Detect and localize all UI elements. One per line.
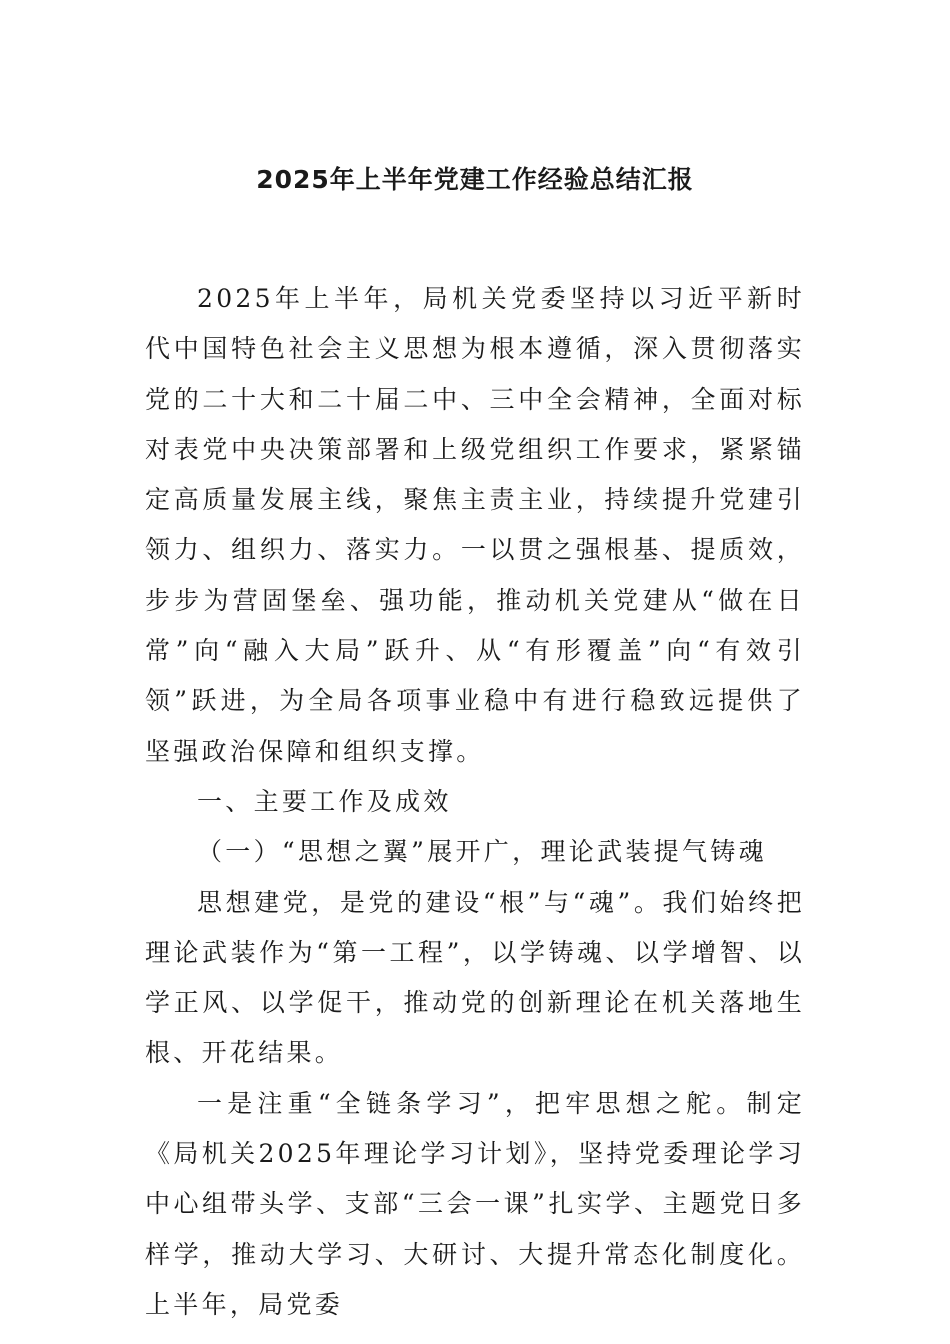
section-heading-main-work: 一、主要工作及成效: [197, 786, 452, 816]
subsection-heading-thought: （一）“思想之翼”展开广，理论武装提气铸魂: [197, 837, 767, 867]
thought-paragraph: 思想建党，是党的建设“根”与“魂”。我们始终把理论武装作为“第一工程”，以学铸魂、以学增智、以学正风、以学促干，推动党的创新理论在机关落地生根、开花结果。: [145, 887, 805, 1068]
document-body: [145, 274, 805, 1330]
study-paragraph: 一是注重“全链条学习”，把牢思想之舵。制定《局机关2025年理论学习计划》，坚持党委理论学习中心组带头学、支部“三会一课”扎实学、主题党日多样学，推动大学习、大研讨、大提升常态化制度化。上半年，局党委: [145, 1088, 805, 1319]
document-title: 2025年上半年党建工作经验总结汇报: [256, 165, 694, 194]
intro-paragraph: 2025年上半年，局机关党委坚持以习近平新时代中国特色社会主义思想为根本遵循，深入贯彻落实党的二十大和二十届二中、三中全会精神，全面对标对表党中央决策部署和上级党组织工作要求，紧紧锚定高质量发展主线，聚焦主责主业，持续提升党建引领力、组织力、落实力。一以贯之强根基、提质效，步步为营固堡垒、强功能，推动机关党建从“做在日常”向“融入大局”跃升、从“有形覆盖”向“有效引领”跃进，为全局各项事业稳中有进行稳致远提供了坚强政治保障和组织支撑。: [145, 284, 805, 766]
